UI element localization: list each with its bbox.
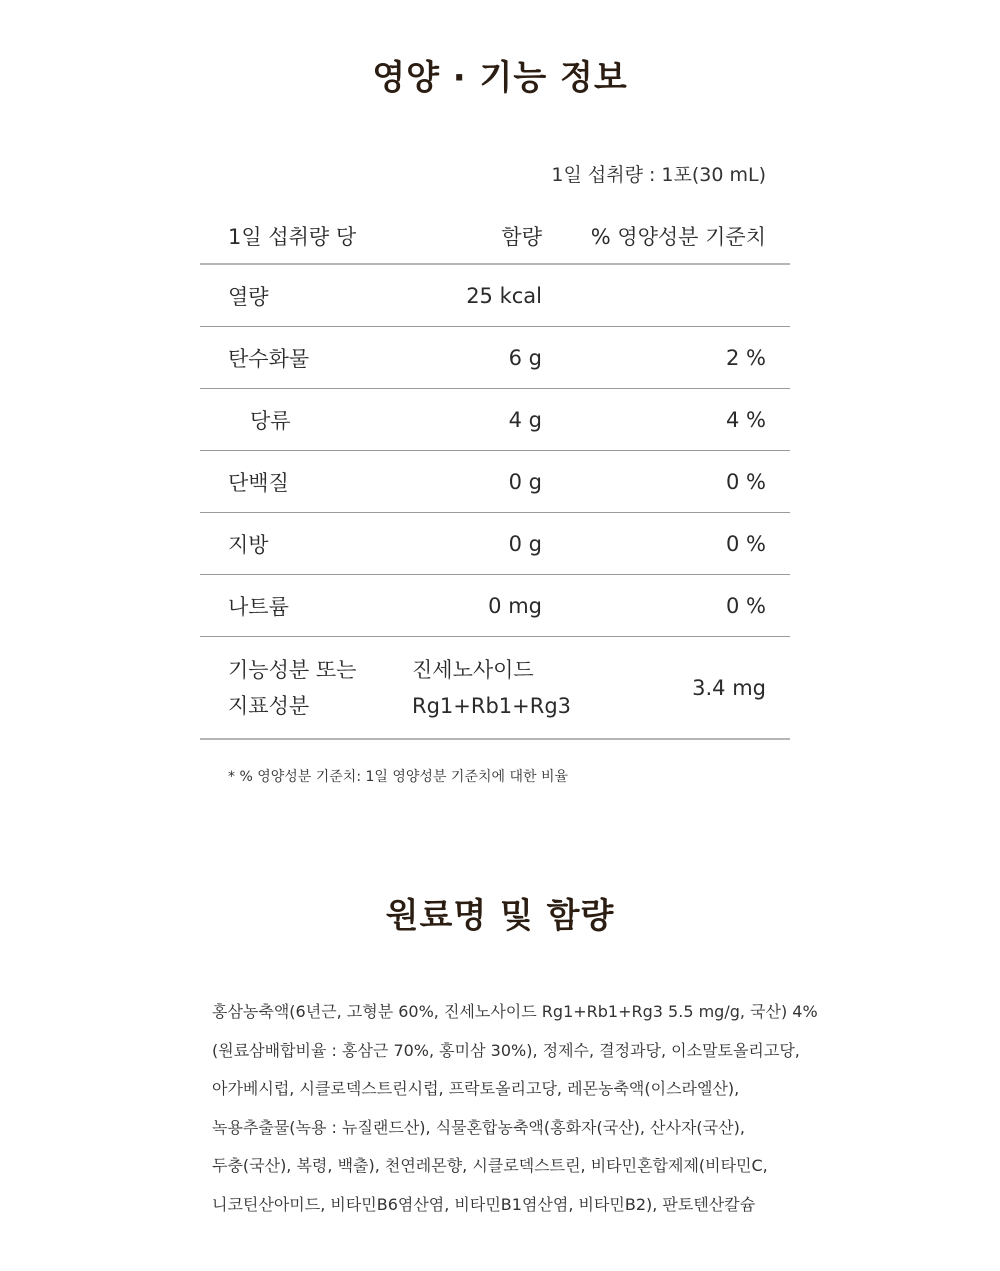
nutrient-amount: 0 mg bbox=[488, 593, 542, 618]
table-header-row bbox=[200, 208, 790, 265]
nutrition-title: 영양 · 기능 정보 bbox=[372, 58, 628, 98]
ingredients-title: 원료명 및 함량 bbox=[385, 896, 615, 936]
header-amount: 함량 bbox=[501, 224, 542, 249]
ingredients-line: 두충(국산), 복령, 백출), 천연레몬향, 시클로덱스트린, 비타민혼합제제(비타민C, bbox=[212, 1156, 768, 1175]
nutrient-name: 당류 bbox=[250, 408, 291, 433]
header-daily-value: % 영양성분 기준치 bbox=[590, 224, 766, 249]
table-row bbox=[200, 327, 790, 389]
functional-amount: 3.4 mg bbox=[692, 675, 766, 700]
ingredients-list bbox=[212, 993, 822, 1224]
table-row bbox=[200, 451, 790, 513]
ingredients-line: 니코틴산아미드, 비타민B6염산염, 비타민B1염산염, 비타민B2), 판토텐산칼슘 bbox=[212, 1194, 756, 1214]
functional-component bbox=[400, 652, 572, 724]
functional-name bbox=[200, 652, 400, 724]
ingredients-line: 녹용추출물(녹용 : 뉴질랜드산), 식물혼합농축액(홍화자(국산), 산사자(국산), bbox=[212, 1117, 745, 1137]
nutrient-amount: 6 g bbox=[508, 345, 542, 370]
nutrient-name: 열량 bbox=[228, 284, 269, 309]
functional-component-line2: Rg1+Rb1+Rg3 bbox=[412, 693, 572, 718]
nutrient-amount: 0 g bbox=[508, 469, 542, 494]
table-row bbox=[200, 389, 790, 451]
nutrition-table bbox=[200, 208, 790, 740]
functional-component-row bbox=[200, 637, 790, 740]
functional-name-line1: 기능성분 또는 bbox=[228, 657, 357, 682]
functional-component-line1: 진세노사이드 bbox=[412, 657, 534, 682]
header-per-serving: 1일 섭취량 당 bbox=[228, 224, 357, 249]
nutrient-name: 지방 bbox=[228, 532, 269, 557]
nutrient-percent: 2 % bbox=[726, 345, 766, 370]
nutrient-percent: 0 % bbox=[726, 469, 766, 494]
nutrient-amount: 4 g bbox=[508, 407, 542, 432]
ingredients-line: (원료삼배합비율 : 홍삼근 70%, 홍미삼 30%), 정제수, 결정과당, 이소말토올리고당, bbox=[212, 1040, 800, 1060]
table-row bbox=[200, 513, 790, 575]
nutrient-percent: 0 % bbox=[726, 531, 766, 556]
nutrient-name: 단백질 bbox=[228, 470, 289, 495]
ingredients-line: 아가베시럽, 시클로덱스트린시럽, 프락토올리고당, 레몬농축액(이스라엘산), bbox=[212, 1079, 740, 1098]
serving-size: 1일 섭취량 : 1포(30 mL) bbox=[551, 164, 766, 186]
nutrient-percent: 4 % bbox=[726, 407, 766, 432]
functional-name-line2: 지표성분 bbox=[228, 693, 310, 718]
nutrient-amount: 25 kcal bbox=[466, 283, 542, 308]
nutrient-percent: 0 % bbox=[726, 593, 766, 618]
nutrient-amount: 0 g bbox=[508, 531, 542, 556]
ingredients-line: 홍삼농축액(6년근, 고형분 60%, 진세노사이드 Rg1+Rb1+Rg3 5.5 mg/g, 국산) 4% bbox=[212, 1002, 818, 1021]
daily-value-footnote: * % 영양성분 기준치: 1일 영양성분 기준치에 대한 비율 bbox=[228, 769, 569, 785]
table-row bbox=[200, 265, 790, 327]
table-row bbox=[200, 575, 790, 637]
nutrient-name: 나트륨 bbox=[228, 594, 289, 619]
nutrient-name: 탄수화물 bbox=[228, 346, 310, 371]
